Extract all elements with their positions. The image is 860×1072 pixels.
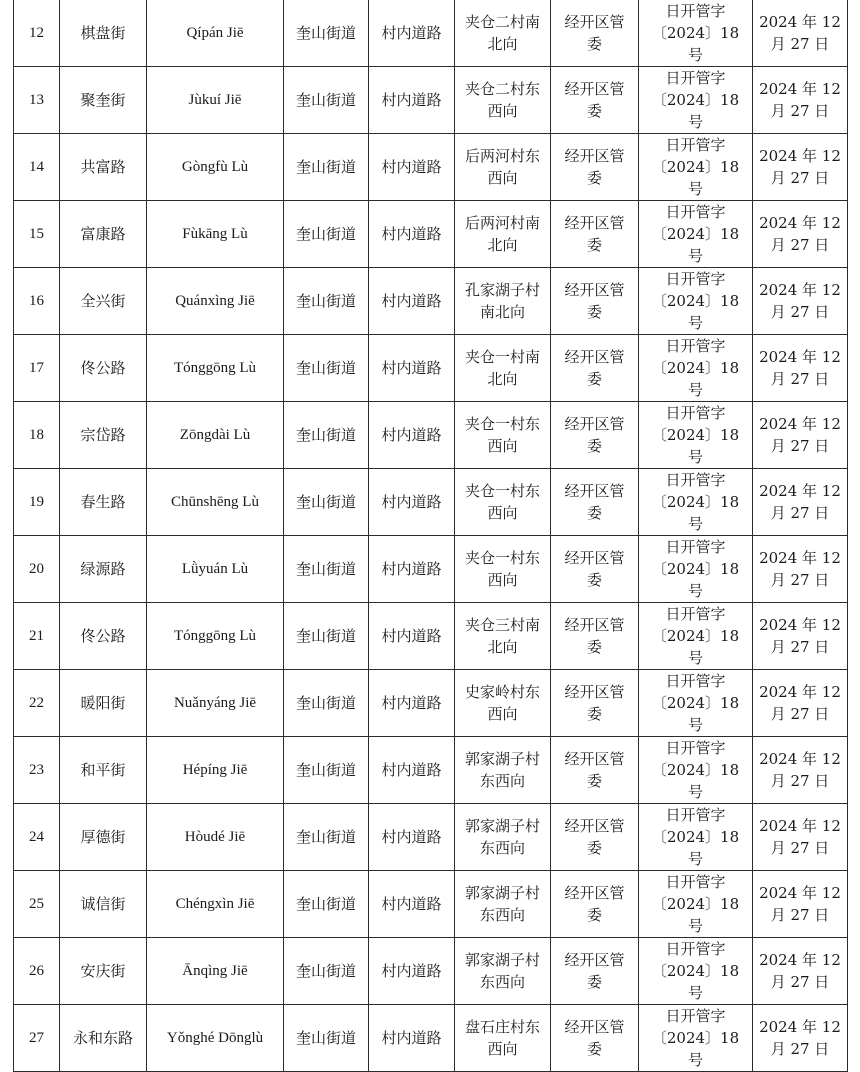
location-line-1: 夹仓一村东 <box>464 482 540 500</box>
date-line-2: 月 27 日 <box>770 1040 830 1058</box>
date-line-2: 月 27 日 <box>770 437 830 455</box>
date-cell <box>753 134 848 201</box>
document-number-cell <box>639 804 753 871</box>
approver-cell <box>551 402 639 469</box>
doc-line-1: 日开管字 <box>665 806 726 824</box>
pinyin-cell: Ānqìng Jiē <box>147 938 284 1005</box>
road-type-cell: 村内道路 <box>369 737 455 804</box>
doc-line-1: 日开管字 <box>665 471 726 489</box>
table-row <box>14 603 848 670</box>
pinyin-cell: Tónggōng Lù <box>147 603 284 670</box>
date-line-2: 月 27 日 <box>770 772 830 790</box>
row-number-cell: 25 <box>14 871 60 938</box>
location-line-1: 史家岭村东 <box>464 683 540 701</box>
location-line-1: 夹仓一村东 <box>464 549 540 567</box>
table-row <box>14 0 848 67</box>
doc-line-1: 日开管字 <box>665 538 726 556</box>
location-line-2: 东西向 <box>479 906 525 924</box>
approver-line-2: 委 <box>586 772 602 790</box>
date-line-2: 月 27 日 <box>770 35 830 53</box>
road-type-cell: 村内道路 <box>369 804 455 871</box>
approver-line-1: 经开区管 <box>564 817 625 835</box>
location-cell <box>455 0 551 67</box>
approver-line-1: 经开区管 <box>564 147 625 165</box>
road-name-cell: 宗岱路 <box>60 402 147 469</box>
doc-line-1: 日开管字 <box>665 270 726 288</box>
location-cell <box>455 1005 551 1072</box>
pinyin-cell: Zōngdài Lù <box>147 402 284 469</box>
location-cell <box>455 804 551 871</box>
road-name-cell: 佟公路 <box>60 335 147 402</box>
location-line-2: 东西向 <box>479 973 525 991</box>
location-cell <box>455 737 551 804</box>
document-number-cell <box>639 670 753 737</box>
date-line-1: 2024 年 12 <box>759 817 841 835</box>
location-cell <box>455 67 551 134</box>
document-number-cell <box>639 938 753 1005</box>
date-cell <box>753 67 848 134</box>
doc-line-2: 〔2024〕18 号 <box>651 426 740 466</box>
table-row <box>14 469 848 536</box>
street-cell: 奎山街道 <box>284 402 369 469</box>
road-type-cell: 村内道路 <box>369 871 455 938</box>
row-number-cell: 17 <box>14 335 60 402</box>
approver-line-2: 委 <box>586 236 602 254</box>
row-number-cell: 18 <box>14 402 60 469</box>
date-line-1: 2024 年 12 <box>759 147 841 165</box>
pinyin-cell: Hòudé Jiē <box>147 804 284 871</box>
location-line-2: 北向 <box>487 370 518 388</box>
street-cell: 奎山街道 <box>284 201 369 268</box>
location-line-1: 郭家湖子村 <box>464 750 540 768</box>
location-line-2: 西向 <box>487 102 518 120</box>
date-line-1: 2024 年 12 <box>759 13 841 31</box>
date-line-1: 2024 年 12 <box>759 415 841 433</box>
location-line-2: 北向 <box>487 35 518 53</box>
approver-line-1: 经开区管 <box>564 1018 625 1036</box>
approver-line-1: 经开区管 <box>564 348 625 366</box>
approver-cell <box>551 0 639 67</box>
table-row <box>14 804 848 871</box>
date-cell <box>753 536 848 603</box>
road-type-cell: 村内道路 <box>369 335 455 402</box>
approver-line-2: 委 <box>586 35 602 53</box>
location-line-1: 郭家湖子村 <box>464 884 540 902</box>
location-line-2: 北向 <box>487 638 518 656</box>
approver-line-2: 委 <box>586 303 602 321</box>
pinyin-cell: Quánxìng Jiē <box>147 268 284 335</box>
location-line-2: 西向 <box>487 1040 518 1058</box>
pinyin-cell: Chūnshēng Lù <box>147 469 284 536</box>
date-line-2: 月 27 日 <box>770 973 830 991</box>
table-row <box>14 201 848 268</box>
street-cell: 奎山街道 <box>284 871 369 938</box>
location-cell <box>455 469 551 536</box>
row-number-cell: 16 <box>14 268 60 335</box>
street-cell: 奎山街道 <box>284 670 369 737</box>
doc-line-2: 〔2024〕18 号 <box>651 694 740 734</box>
location-cell <box>455 335 551 402</box>
road-type-cell: 村内道路 <box>369 469 455 536</box>
document-number-cell <box>639 469 753 536</box>
pinyin-cell: Fùkāng Lù <box>147 201 284 268</box>
date-cell <box>753 737 848 804</box>
street-cell: 奎山街道 <box>284 938 369 1005</box>
row-number-cell: 26 <box>14 938 60 1005</box>
approver-cell <box>551 134 639 201</box>
date-line-2: 月 27 日 <box>770 370 830 388</box>
date-line-1: 2024 年 12 <box>759 884 841 902</box>
approver-line-1: 经开区管 <box>564 281 625 299</box>
doc-line-1: 日开管字 <box>665 940 726 958</box>
approver-cell <box>551 804 639 871</box>
approver-line-1: 经开区管 <box>564 415 625 433</box>
table-row <box>14 268 848 335</box>
road-name-cell: 厚德街 <box>60 804 147 871</box>
street-cell: 奎山街道 <box>284 469 369 536</box>
date-line-2: 月 27 日 <box>770 102 830 120</box>
row-number-cell: 13 <box>14 67 60 134</box>
approver-line-2: 委 <box>586 102 602 120</box>
location-line-1: 郭家湖子村 <box>464 817 540 835</box>
row-number-cell: 24 <box>14 804 60 871</box>
date-line-1: 2024 年 12 <box>759 1018 841 1036</box>
doc-line-2: 〔2024〕18 号 <box>651 761 740 801</box>
doc-line-1: 日开管字 <box>665 605 726 623</box>
road-name-cell: 春生路 <box>60 469 147 536</box>
doc-line-2: 〔2024〕18 号 <box>651 895 740 935</box>
document-number-cell <box>639 1005 753 1072</box>
date-line-2: 月 27 日 <box>770 303 830 321</box>
approver-line-1: 经开区管 <box>564 683 625 701</box>
location-line-2: 西向 <box>487 504 518 522</box>
location-line-1: 夹仓二村南 <box>464 13 540 31</box>
approver-line-2: 委 <box>586 504 602 522</box>
date-line-2: 月 27 日 <box>770 638 830 656</box>
location-line-2: 西向 <box>487 437 518 455</box>
location-cell <box>455 268 551 335</box>
location-line-1: 后两河村南 <box>464 214 540 232</box>
approver-line-1: 经开区管 <box>564 616 625 634</box>
date-cell <box>753 201 848 268</box>
doc-line-1: 日开管字 <box>665 404 726 422</box>
doc-line-2: 〔2024〕18 号 <box>651 627 740 667</box>
approver-line-2: 委 <box>586 839 602 857</box>
street-cell: 奎山街道 <box>284 1005 369 1072</box>
document-number-cell <box>639 737 753 804</box>
row-number-cell: 19 <box>14 469 60 536</box>
street-cell: 奎山街道 <box>284 67 369 134</box>
document-number-cell <box>639 134 753 201</box>
date-line-1: 2024 年 12 <box>759 482 841 500</box>
street-cell: 奎山街道 <box>284 134 369 201</box>
approver-line-2: 委 <box>586 906 602 924</box>
road-type-cell: 村内道路 <box>369 536 455 603</box>
location-line-1: 后两河村东 <box>464 147 540 165</box>
row-number-cell: 23 <box>14 737 60 804</box>
approver-line-1: 经开区管 <box>564 884 625 902</box>
doc-line-1: 日开管字 <box>665 203 726 221</box>
date-cell <box>753 804 848 871</box>
pinyin-cell: Chéngxìn Jiē <box>147 871 284 938</box>
location-line-1: 夹仓一村东 <box>464 415 540 433</box>
document-number-cell <box>639 268 753 335</box>
approver-line-2: 委 <box>586 638 602 656</box>
road-type-cell: 村内道路 <box>369 201 455 268</box>
location-line-2: 东西向 <box>479 772 525 790</box>
road-name-cell: 暖阳街 <box>60 670 147 737</box>
date-cell <box>753 268 848 335</box>
road-name-cell: 聚奎街 <box>60 67 147 134</box>
document-number-cell <box>639 536 753 603</box>
doc-line-1: 日开管字 <box>665 672 726 690</box>
approver-line-2: 委 <box>586 571 602 589</box>
doc-line-2: 〔2024〕18 号 <box>651 292 740 332</box>
doc-line-2: 〔2024〕18 号 <box>651 225 740 265</box>
table-row <box>14 938 848 1005</box>
location-line-2: 西向 <box>487 169 518 187</box>
approver-cell <box>551 938 639 1005</box>
date-line-1: 2024 年 12 <box>759 348 841 366</box>
road-type-cell: 村内道路 <box>369 0 455 67</box>
approver-cell <box>551 469 639 536</box>
road-naming-table <box>13 0 848 1072</box>
date-line-2: 月 27 日 <box>770 705 830 723</box>
approver-cell <box>551 603 639 670</box>
date-line-2: 月 27 日 <box>770 571 830 589</box>
date-line-1: 2024 年 12 <box>759 214 841 232</box>
road-name-cell: 安庆街 <box>60 938 147 1005</box>
row-number-cell: 21 <box>14 603 60 670</box>
date-line-1: 2024 年 12 <box>759 616 841 634</box>
document-number-cell <box>639 335 753 402</box>
row-number-cell: 12 <box>14 0 60 67</box>
date-line-1: 2024 年 12 <box>759 281 841 299</box>
date-line-2: 月 27 日 <box>770 236 830 254</box>
location-line-1: 郭家湖子村 <box>464 951 540 969</box>
street-cell: 奎山街道 <box>284 804 369 871</box>
approver-cell <box>551 871 639 938</box>
pinyin-cell: Yǒnghé Dōnglù <box>147 1005 284 1072</box>
date-line-2: 月 27 日 <box>770 169 830 187</box>
road-name-cell: 和平街 <box>60 737 147 804</box>
date-line-1: 2024 年 12 <box>759 549 841 567</box>
date-line-2: 月 27 日 <box>770 504 830 522</box>
document-number-cell <box>639 201 753 268</box>
date-cell <box>753 603 848 670</box>
location-cell <box>455 938 551 1005</box>
road-type-cell: 村内道路 <box>369 268 455 335</box>
road-type-cell: 村内道路 <box>369 603 455 670</box>
road-type-cell: 村内道路 <box>369 938 455 1005</box>
road-name-cell: 富康路 <box>60 201 147 268</box>
doc-line-1: 日开管字 <box>665 337 726 355</box>
location-line-1: 盘石庄村东 <box>464 1018 540 1036</box>
pinyin-cell: Lǜyuán Lù <box>147 536 284 603</box>
doc-line-1: 日开管字 <box>665 2 726 20</box>
approver-line-1: 经开区管 <box>564 750 625 768</box>
location-cell <box>455 402 551 469</box>
doc-line-2: 〔2024〕18 号 <box>651 560 740 600</box>
date-cell <box>753 670 848 737</box>
date-cell <box>753 938 848 1005</box>
approver-line-1: 经开区管 <box>564 80 625 98</box>
doc-line-1: 日开管字 <box>665 69 726 87</box>
pinyin-cell: Gòngfù Lù <box>147 134 284 201</box>
document-number-cell <box>639 0 753 67</box>
approver-line-2: 委 <box>586 705 602 723</box>
approver-line-2: 委 <box>586 437 602 455</box>
road-type-cell: 村内道路 <box>369 402 455 469</box>
road-type-cell: 村内道路 <box>369 670 455 737</box>
location-line-2: 西向 <box>487 571 518 589</box>
road-type-cell: 村内道路 <box>369 1005 455 1072</box>
table-row <box>14 134 848 201</box>
document-number-cell <box>639 402 753 469</box>
pinyin-cell: Nuǎnyáng Jiē <box>147 670 284 737</box>
table-body <box>14 0 848 1072</box>
date-cell <box>753 335 848 402</box>
location-cell <box>455 871 551 938</box>
date-line-1: 2024 年 12 <box>759 683 841 701</box>
street-cell: 奎山街道 <box>284 335 369 402</box>
doc-line-1: 日开管字 <box>665 873 726 891</box>
approver-line-2: 委 <box>586 973 602 991</box>
date-cell <box>753 0 848 67</box>
date-line-2: 月 27 日 <box>770 839 830 857</box>
pinyin-cell: Qípán Jiē <box>147 0 284 67</box>
road-name-cell: 永和东路 <box>60 1005 147 1072</box>
road-name-cell: 共富路 <box>60 134 147 201</box>
location-line-1: 夹仓一村南 <box>464 348 540 366</box>
road-name-cell: 全兴街 <box>60 268 147 335</box>
table-row <box>14 67 848 134</box>
approver-cell <box>551 737 639 804</box>
street-cell: 奎山街道 <box>284 737 369 804</box>
table-row <box>14 335 848 402</box>
doc-line-2: 〔2024〕18 号 <box>651 493 740 533</box>
pinyin-cell: Tónggōng Lù <box>147 335 284 402</box>
approver-line-2: 委 <box>586 370 602 388</box>
approver-line-1: 经开区管 <box>564 549 625 567</box>
doc-line-1: 日开管字 <box>665 136 726 154</box>
date-cell <box>753 871 848 938</box>
approver-line-2: 委 <box>586 1040 602 1058</box>
road-name-cell: 诚信街 <box>60 871 147 938</box>
date-cell <box>753 1005 848 1072</box>
row-number-cell: 22 <box>14 670 60 737</box>
location-cell <box>455 670 551 737</box>
street-cell: 奎山街道 <box>284 536 369 603</box>
date-cell <box>753 402 848 469</box>
road-name-cell: 佟公路 <box>60 603 147 670</box>
doc-line-2: 〔2024〕18 号 <box>651 24 740 64</box>
document-number-cell <box>639 871 753 938</box>
doc-line-2: 〔2024〕18 号 <box>651 962 740 1002</box>
road-type-cell: 村内道路 <box>369 67 455 134</box>
pinyin-cell: Jùkuí Jiē <box>147 67 284 134</box>
row-number-cell: 15 <box>14 201 60 268</box>
table-row <box>14 1005 848 1072</box>
row-number-cell: 14 <box>14 134 60 201</box>
road-name-cell: 绿源路 <box>60 536 147 603</box>
approver-cell <box>551 1005 639 1072</box>
document-number-cell <box>639 603 753 670</box>
table-row <box>14 402 848 469</box>
approver-cell <box>551 536 639 603</box>
location-line-2: 南北向 <box>479 303 525 321</box>
row-number-cell: 27 <box>14 1005 60 1072</box>
street-cell: 奎山街道 <box>284 0 369 67</box>
location-cell <box>455 536 551 603</box>
document-number-cell <box>639 67 753 134</box>
pinyin-cell: Hépíng Jiē <box>147 737 284 804</box>
location-line-1: 孔家湖子村 <box>464 281 540 299</box>
table-row <box>14 871 848 938</box>
approver-cell <box>551 335 639 402</box>
doc-line-2: 〔2024〕18 号 <box>651 359 740 399</box>
doc-line-2: 〔2024〕18 号 <box>651 1029 740 1069</box>
row-number-cell: 20 <box>14 536 60 603</box>
date-line-2: 月 27 日 <box>770 906 830 924</box>
approver-cell <box>551 268 639 335</box>
approver-cell <box>551 670 639 737</box>
approver-line-2: 委 <box>586 169 602 187</box>
table-row <box>14 670 848 737</box>
approver-cell <box>551 201 639 268</box>
doc-line-2: 〔2024〕18 号 <box>651 158 740 198</box>
approver-line-1: 经开区管 <box>564 482 625 500</box>
road-type-cell: 村内道路 <box>369 134 455 201</box>
location-line-2: 北向 <box>487 236 518 254</box>
location-line-2: 西向 <box>487 705 518 723</box>
location-line-2: 东西向 <box>479 839 525 857</box>
table-row <box>14 737 848 804</box>
doc-line-1: 日开管字 <box>665 739 726 757</box>
street-cell: 奎山街道 <box>284 603 369 670</box>
table-row <box>14 536 848 603</box>
date-cell <box>753 469 848 536</box>
doc-line-2: 〔2024〕18 号 <box>651 91 740 131</box>
location-cell <box>455 201 551 268</box>
location-line-1: 夹仓三村南 <box>464 616 540 634</box>
road-name-cell: 棋盘街 <box>60 0 147 67</box>
location-cell <box>455 134 551 201</box>
doc-line-2: 〔2024〕18 号 <box>651 828 740 868</box>
approver-line-1: 经开区管 <box>564 13 625 31</box>
date-line-1: 2024 年 12 <box>759 951 841 969</box>
date-line-1: 2024 年 12 <box>759 80 841 98</box>
approver-cell <box>551 67 639 134</box>
approver-line-1: 经开区管 <box>564 951 625 969</box>
date-line-1: 2024 年 12 <box>759 750 841 768</box>
doc-line-1: 日开管字 <box>665 1007 726 1025</box>
location-cell <box>455 603 551 670</box>
location-line-1: 夹仓二村东 <box>464 80 540 98</box>
street-cell: 奎山街道 <box>284 268 369 335</box>
approver-line-1: 经开区管 <box>564 214 625 232</box>
